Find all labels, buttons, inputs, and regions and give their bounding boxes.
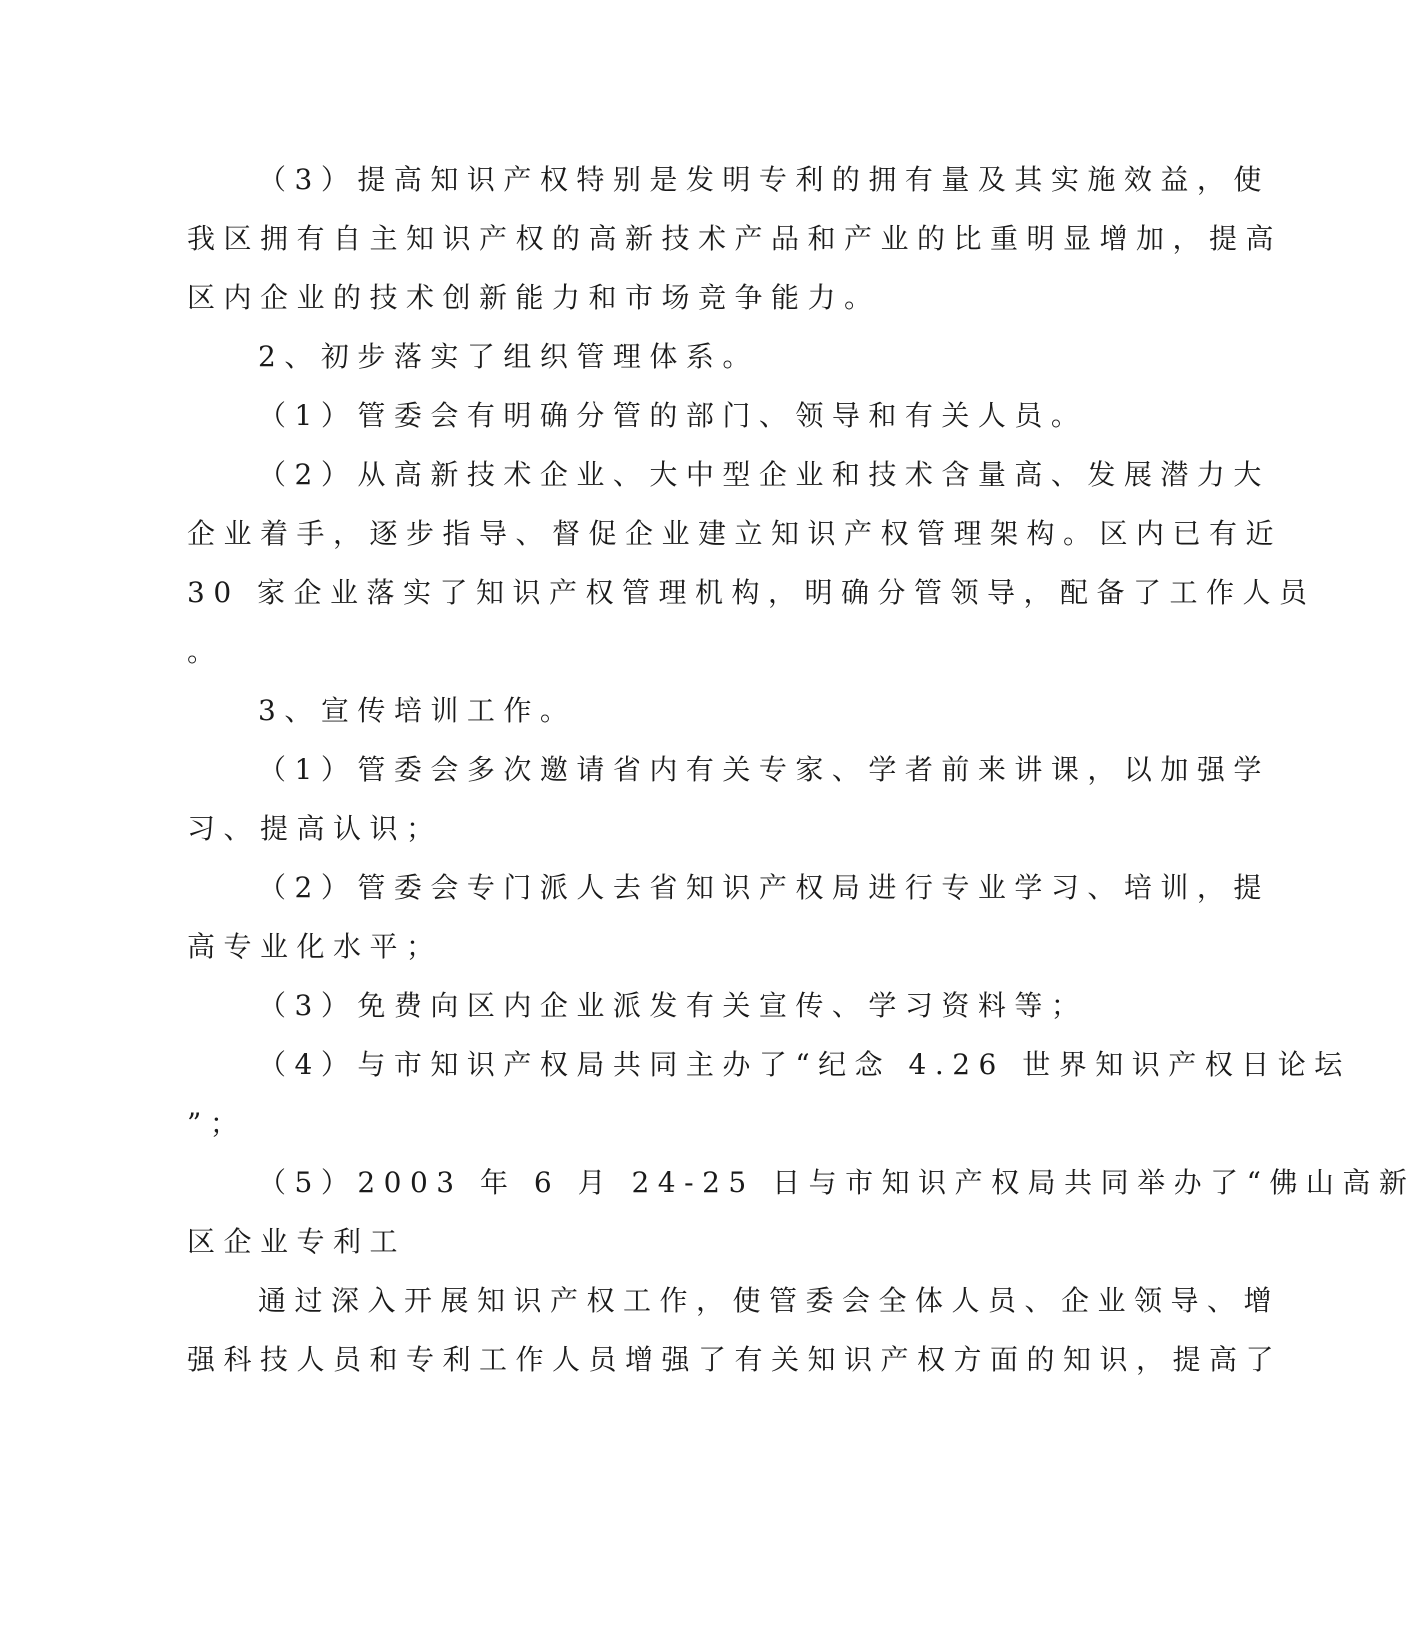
paragraph-line: 区企业专利工	[187, 1225, 407, 1258]
paragraph-line: 习、提高认识；	[187, 812, 443, 845]
paragraph-line: 30 家企业落实了知识产权管理机构，明确分管领导，配备了工作人员	[187, 576, 1316, 609]
paragraph-line: 强科技人员和专利工作人员增强了有关知识产权方面的知识，提高了	[187, 1343, 1283, 1376]
paragraph-line: 企业着手，逐步指导、督促企业建立知识产权管理架构。区内已有近	[187, 517, 1283, 550]
paragraph-line: （2）从高新技术企业、大中型企业和技术含量高、发展潜力大	[258, 458, 1270, 491]
paragraph-line: 高专业化水平；	[187, 930, 443, 963]
section-heading: 3、宣传培训工作。	[258, 694, 577, 727]
paragraph-line: 区内企业的技术创新能力和市场竞争能力。	[187, 281, 881, 314]
paragraph-line: （1）管委会有明确分管的部门、领导和有关人员。	[258, 399, 1088, 432]
paragraph-line: （3）免费向区内企业派发有关宣传、学习资料等；	[258, 989, 1088, 1022]
section-heading: 2、初步落实了组织管理体系。	[258, 340, 759, 373]
paragraph-line: （2）管委会专门派人去省知识产权局进行专业学习、培训，提	[258, 871, 1270, 904]
paragraph-line: 。	[187, 635, 224, 668]
paragraph-line: 通过深入开展知识产权工作，使管委会全体人员、企业领导、增	[258, 1284, 1281, 1317]
paragraph-line: （5）2003 年 6 月 24-25 日与市知识产权局共同举办了“佛山高新	[258, 1166, 1415, 1199]
paragraph-line: ”；	[187, 1107, 247, 1140]
paragraph-line: （4）与市知识产权局共同主办了“纪念 4.26 世界知识产权日论坛	[258, 1048, 1351, 1081]
paragraph-line: （1）管委会多次邀请省内有关专家、学者前来讲课，以加强学	[258, 753, 1270, 786]
paragraph-line: （3）提高知识产权特别是发明专利的拥有量及其实施效益，使	[258, 163, 1270, 196]
paragraph-line: 我区拥有自主知识产权的高新技术产品和产业的比重明显增加，提高	[187, 222, 1283, 255]
